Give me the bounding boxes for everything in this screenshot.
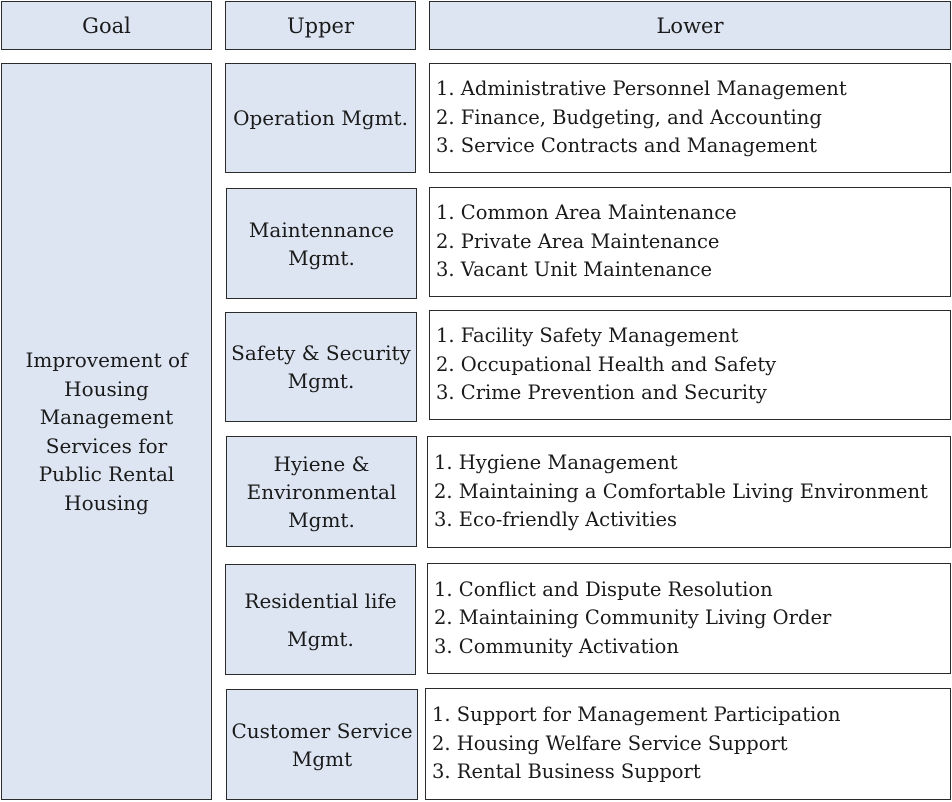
goal-box xyxy=(1,63,212,800)
upper-label: Maintennance Mgmt. xyxy=(248,217,395,270)
goal-header-label: Goal xyxy=(82,13,131,38)
lower-item: 3. Rental Business Support xyxy=(432,760,701,784)
lower-item: 1. Support for Management Participation xyxy=(432,703,841,727)
upper-box-hygiene-environmental xyxy=(226,436,417,547)
lower-box-operation xyxy=(429,63,951,173)
upper-header xyxy=(225,1,416,50)
upper-box-residential-life xyxy=(225,564,416,675)
lower-header-label: Lower xyxy=(656,13,724,38)
lower-item: 2. Occupational Health and Safety xyxy=(436,352,777,376)
goal-header xyxy=(1,1,212,50)
lower-item: 3. Service Contracts and Management xyxy=(436,134,817,158)
upper-label: Hyiene & Environmental Mgmt. xyxy=(246,451,397,532)
lower-item: 1. Hygiene Management xyxy=(434,451,678,475)
lower-box-maintenance xyxy=(429,187,951,297)
upper-box-customer-service xyxy=(226,689,418,800)
lower-item: 1. Conflict and Dispute Resolution xyxy=(434,577,773,601)
upper-box-operation xyxy=(225,63,416,173)
lower-item: 3. Community Activation xyxy=(434,634,679,658)
upper-label: Customer Service Mgmt xyxy=(231,718,413,771)
upper-header-label: Upper xyxy=(286,13,355,38)
lower-item: 3. Eco-friendly Activities xyxy=(434,508,678,532)
lower-item: 3. Vacant Unit Maintenance xyxy=(436,258,713,282)
lower-box-residential-life xyxy=(427,563,951,674)
lower-item: 1. Common Area Maintenance xyxy=(436,201,737,225)
lower-item: 3. Crime Prevention and Security xyxy=(436,381,767,405)
lower-item: 1. Facility Safety Management xyxy=(436,324,739,348)
upper-box-safety-security xyxy=(225,312,417,422)
goal-text: Improvement of Housing Management Services for Public Rental Housing xyxy=(25,348,188,515)
upper-box-maintenance xyxy=(226,188,417,299)
lower-item: 2. Maintaining Community Living Order xyxy=(434,606,832,630)
upper-label: Residential life Mgmt. xyxy=(244,588,397,651)
lower-item: 2. Finance, Budgeting, and Accounting xyxy=(436,105,822,129)
lower-item: 2. Housing Welfare Service Support xyxy=(432,731,788,755)
lower-header xyxy=(429,1,951,50)
lower-box-safety-security xyxy=(429,310,951,420)
lower-item: 2. Private Area Maintenance xyxy=(436,229,720,253)
lower-box-hygiene-environmental xyxy=(427,436,951,548)
upper-label: Safety & Security Mgmt. xyxy=(231,341,411,393)
lower-item: 2. Maintaining a Comfortable Living Environment xyxy=(434,479,928,503)
upper-label: Operation Mgmt. xyxy=(233,106,408,130)
lower-item: 1. Administrative Personnel Management xyxy=(436,77,847,101)
lower-box-customer-service xyxy=(425,688,951,800)
